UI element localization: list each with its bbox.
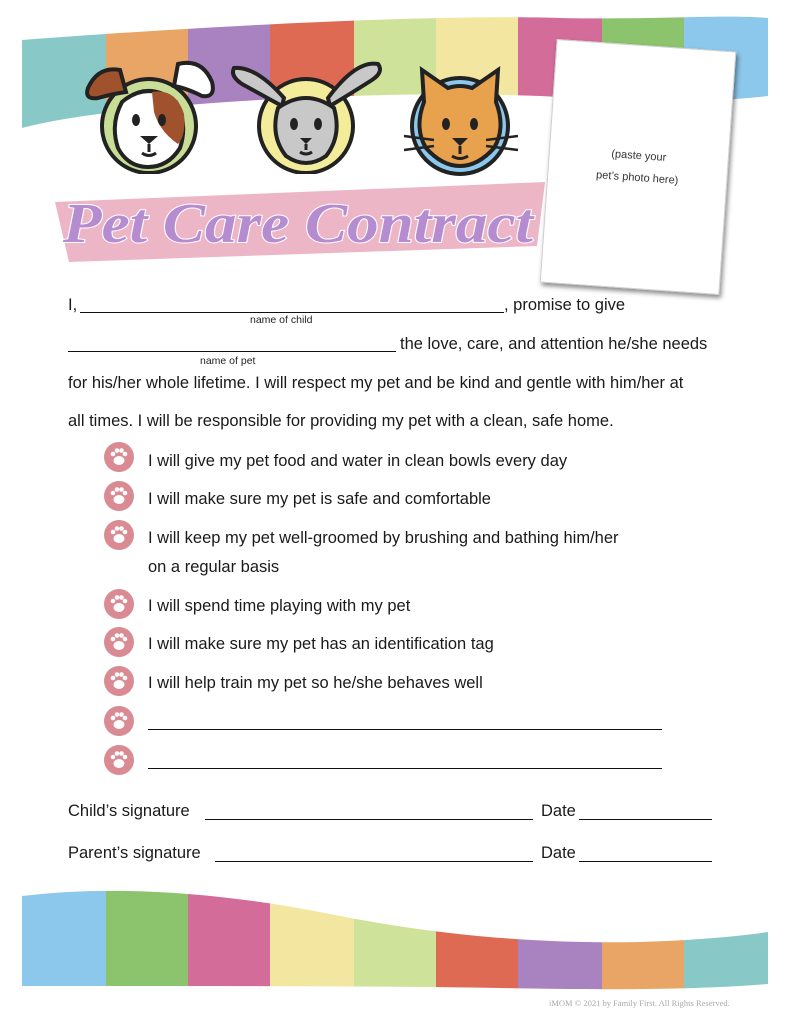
paw-icon xyxy=(104,666,134,696)
intro-line4: all times. I will be responsible for providing my pet with a clean, safe home. xyxy=(68,412,614,430)
intro-prefix: I, xyxy=(68,296,78,314)
pet-name-caption: name of pet xyxy=(200,355,256,367)
paw-icon xyxy=(104,589,134,619)
child-name-caption: name of child xyxy=(250,314,313,326)
pet-name-field[interactable] xyxy=(68,333,396,352)
parent-date-label: Date xyxy=(541,844,576,862)
paw-icon xyxy=(104,745,134,775)
paw-icon xyxy=(104,627,134,657)
intro-needs: the love, care, and attention he/she needs xyxy=(400,335,708,353)
paw-icon xyxy=(104,520,134,550)
cat-icon xyxy=(398,62,526,176)
contract-title xyxy=(55,176,545,266)
photo-note-line1: (paste your xyxy=(610,148,667,164)
parent-signature-field[interactable] xyxy=(215,843,533,862)
child-signature-label: Child’s signature xyxy=(68,802,190,820)
paw-icon xyxy=(104,706,134,736)
photo-placeholder xyxy=(540,39,737,295)
pledge-item: I will help train my pet so he/she behaves well xyxy=(148,674,483,692)
custom-pledge-field[interactable] xyxy=(148,711,662,730)
intro-promise: , promise to give xyxy=(504,296,626,314)
paw-icon xyxy=(104,481,134,511)
dog-icon xyxy=(82,52,216,174)
photo-note-line2: pet’s photo here) xyxy=(595,169,679,187)
pledge-item: I will make sure my pet has an identification tag xyxy=(148,635,494,653)
pledge-item: I will make sure my pet is safe and comfortable xyxy=(148,490,491,508)
pledge-item: I will give my pet food and water in clean bowls every day xyxy=(148,452,568,470)
custom-pledge-field[interactable] xyxy=(148,750,662,769)
pledge-item-continued: on a regular basis xyxy=(148,558,280,576)
intro-line3: for his/her whole lifetime. I will respect my pet and be kind and gentle with him/her at xyxy=(68,374,684,392)
child-signature-field[interactable] xyxy=(205,801,533,820)
title-text: Pet Care Contract xyxy=(61,193,535,255)
paw-icon xyxy=(104,442,134,472)
pledge-item: I will spend time playing with my pet xyxy=(148,597,411,615)
parent-date-field[interactable] xyxy=(579,843,712,862)
child-date-field[interactable] xyxy=(579,801,712,820)
bunny-icon xyxy=(226,46,386,174)
pledge-item: I will keep my pet well-groomed by brushing and bathing him/her xyxy=(148,529,619,547)
child-name-field[interactable] xyxy=(80,294,504,313)
copyright-footer: iMOM © 2021 by Family First. All Rights Reserved. xyxy=(549,998,730,1008)
child-date-label: Date xyxy=(541,802,576,820)
parent-signature-label: Parent’s signature xyxy=(68,844,201,862)
bottom-color-band xyxy=(0,880,792,992)
